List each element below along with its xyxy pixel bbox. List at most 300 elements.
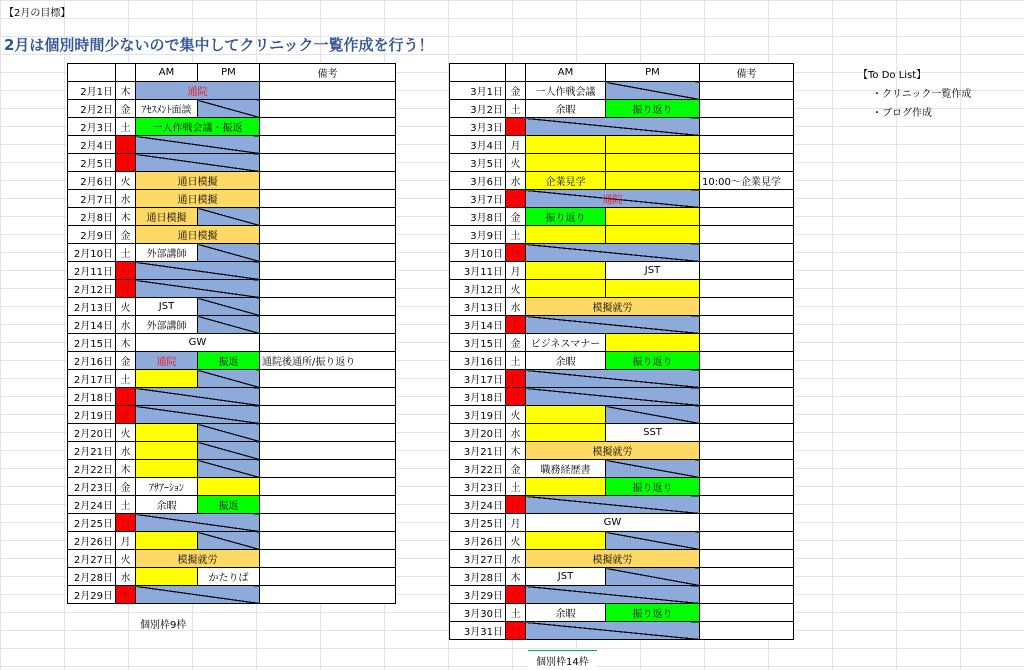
schedule-row [68,154,396,172]
header-row [450,64,794,82]
weekday-cell: 金 [116,226,136,244]
weekday-cell: 水 [506,550,526,568]
notes-cell [260,514,396,532]
notes-cell [260,154,396,172]
notes-cell [700,514,794,532]
am-pm-cell [136,388,260,406]
date-cell: 3月9日 [450,226,506,244]
schedule-row [68,100,396,118]
am-pm-cell: 通院 [526,190,700,208]
notes-cell [700,226,794,244]
pm-cell [606,460,700,478]
notes-cell [260,280,396,298]
notes-cell [260,496,396,514]
schedule-row [450,442,794,460]
pm-cell: JST [606,262,700,280]
weekday-cell: 金 [506,208,526,226]
weekday-cell: 金 [506,334,526,352]
march-schedule-table [449,63,794,640]
weekday-cell: 水 [116,442,136,460]
notes-cell: 10:00～企業見学 [700,172,794,190]
schedule-row [68,406,396,424]
schedule-row [68,532,396,550]
am-cell: 余暇 [136,496,198,514]
pm-cell [606,82,700,100]
schedule-row [68,334,396,352]
am-cell: 企業見学 [526,172,606,190]
schedule-row [450,586,794,604]
schedule-row [450,514,794,532]
date-cell: 3月16日 [450,352,506,370]
schedule-row [450,244,794,262]
weekday-cell: 火 [506,280,526,298]
todo-item: ・ブログ作成 [872,108,932,119]
schedule-row [68,424,396,442]
date-cell: 3月24日 [450,496,506,514]
date-cell: 2月24日 [68,496,116,514]
date-cell: 2月12日 [68,280,116,298]
am-cell [526,478,606,496]
am-pm-cell: 通日模擬 [136,226,260,244]
notes-cell [700,532,794,550]
todo-list [858,66,971,123]
weekday-cell: 月 [506,262,526,280]
notes-cell [260,532,396,550]
am-pm-cell [136,136,260,154]
schedule-row [68,352,396,370]
notes-cell [700,298,794,316]
am-cell [136,532,198,550]
weekday-cell: 月 [506,514,526,532]
schedule-row [68,208,396,226]
notes-cell [260,424,396,442]
schedule-row [450,190,794,208]
weekday-cell: 木 [506,316,526,334]
am-pm-cell: 通日模擬 [136,190,260,208]
am-cell: 通院 [136,352,198,370]
pm-cell [198,100,260,118]
schedule-row [68,118,396,136]
date-cell: 2月7日 [68,190,116,208]
notes-cell [260,136,396,154]
notes-cell [260,406,396,424]
weekday-cell: 火 [506,154,526,172]
date-cell: 3月26日 [450,532,506,550]
date-cell: 2月8日 [68,208,116,226]
pm-cell [606,568,700,586]
schedule-row [450,226,794,244]
am-cell [136,370,198,388]
notes-cell [700,460,794,478]
date-cell: 3月8日 [450,208,506,226]
pm-cell [198,478,260,496]
weekday-cell: 土 [116,496,136,514]
schedule-row [68,280,396,298]
dow-header [506,64,526,82]
notes-cell [700,334,794,352]
am-pm-cell [526,316,700,334]
mar-footer: 個別枠14枠 [528,650,597,670]
date-cell: 3月12日 [450,280,506,298]
schedule-row [68,370,396,388]
am-pm-cell: 模擬就労 [136,550,260,568]
top-note: 【2月の目標】 [4,8,71,19]
weekday-cell: 土 [506,478,526,496]
date-cell: 2月17日 [68,370,116,388]
date-cell: 2月27日 [68,550,116,568]
am-pm-cell [526,244,700,262]
am-cell: 余暇 [526,604,606,622]
am-pm-cell: 通院 [136,82,260,100]
schedule-row [450,568,794,586]
weekday-cell: 火 [506,406,526,424]
weekday-cell: 木 [116,82,136,100]
date-cell: 2月23日 [68,478,116,496]
weekday-cell: 火 [116,172,136,190]
am-cell [526,136,606,154]
notes-cell [700,100,794,118]
weekday-cell: 土 [506,226,526,244]
am-pm-cell [526,118,700,136]
notes-cell [700,388,794,406]
pm-cell: 振り返り [606,352,700,370]
am-pm-cell [526,622,700,640]
pm-cell [198,298,260,316]
pm-cell [198,244,260,262]
weekday-cell: 月 [116,532,136,550]
feb-footer: 個別枠9枠 [140,620,187,631]
am-cell [136,460,198,478]
date-cell: 2月6日 [68,172,116,190]
schedule-row [68,190,396,208]
weekday-cell: 日 [506,496,526,514]
weekday-cell: 土 [116,244,136,262]
pm-cell: SST [606,424,700,442]
notes-cell [700,352,794,370]
date-cell: 2月11日 [68,262,116,280]
date-cell: 3月15日 [450,334,506,352]
schedule-row [68,136,396,154]
pm-cell [606,172,700,190]
am-pm-cell: 通日模擬 [136,172,260,190]
weekday-cell: 金 [116,478,136,496]
schedule-row [68,496,396,514]
notes-cell: 通院後通所/振り返り [260,352,396,370]
am-pm-cell [526,370,700,388]
date-cell: 3月21日 [450,442,506,460]
date-cell: 2月2日 [68,100,116,118]
date-cell: 3月3日 [450,118,506,136]
schedule-row [68,82,396,100]
date-cell: 2月29日 [68,586,116,604]
date-cell: 2月14日 [68,316,116,334]
schedule-row [450,172,794,190]
date-cell: 3月10日 [450,244,506,262]
notes-cell [700,280,794,298]
weekday-cell: 日 [506,244,526,262]
am-cell [136,442,198,460]
weekday-cell: 木 [116,586,136,604]
date-cell: 2月16日 [68,352,116,370]
am-cell: 余暇 [526,352,606,370]
todo-item: ・クリニック一覧作成 [872,89,972,100]
am-pm-cell [136,514,260,532]
weekday-cell: 金 [116,100,136,118]
notes-cell [700,604,794,622]
date-cell: 3月1日 [450,82,506,100]
notes-cell [260,586,396,604]
notes-cell [260,334,396,352]
weekday-cell: 土 [506,352,526,370]
schedule-row [68,226,396,244]
notes-cell [700,190,794,208]
date-cell: 2月3日 [68,118,116,136]
weekday-cell: 火 [506,532,526,550]
schedule-row [450,100,794,118]
am-cell: 職務経歴書 [526,460,606,478]
date-header [450,64,506,82]
am-cell: ｱｻｱｰｼｮﾝ [136,478,198,496]
weekday-cell: 土 [116,118,136,136]
date-cell: 2月19日 [68,406,116,424]
notes-cell [260,442,396,460]
notes-cell [260,82,396,100]
date-cell: 2月20日 [68,424,116,442]
weekday-cell: 火 [116,424,136,442]
schedule-row [450,82,794,100]
am-cell [136,568,198,586]
weekday-cell: 火 [116,298,136,316]
notes-cell [260,370,396,388]
date-cell: 3月31日 [450,622,506,640]
am-pm-cell: 一人作戦会議・振返 [136,118,260,136]
schedule-row [68,262,396,280]
am-cell [526,424,606,442]
notes-cell [260,118,396,136]
am-cell [526,532,606,550]
am-pm-cell: GW [136,334,260,352]
date-cell: 3月23日 [450,478,506,496]
weekday-cell: 木 [116,460,136,478]
am-cell [526,280,606,298]
schedule-row [68,316,396,334]
notes-cell [260,388,396,406]
am-cell: 一人作戦会議 [526,82,606,100]
schedule-row [450,352,794,370]
date-cell: 2月18日 [68,388,116,406]
notes-cell [700,82,794,100]
am-cell [136,424,198,442]
am-cell [526,406,606,424]
date-cell: 2月15日 [68,334,116,352]
notes-cell [700,370,794,388]
date-cell: 2月21日 [68,442,116,460]
date-header [68,64,116,82]
am-pm-cell: GW [526,514,700,532]
weekday-cell: 月 [116,406,136,424]
notes-cell [700,118,794,136]
notes-cell [700,478,794,496]
weekday-cell: 日 [506,622,526,640]
schedule-row [450,604,794,622]
date-cell: 2月9日 [68,226,116,244]
notes-cell [700,622,794,640]
date-cell: 3月6日 [450,172,506,190]
pm-cell [606,406,700,424]
weekday-cell: 金 [116,352,136,370]
notes-cell [700,586,794,604]
am-pm-cell [526,388,700,406]
am-pm-cell [526,586,700,604]
schedule-row [68,388,396,406]
notes-cell [700,154,794,172]
notes-cell [700,244,794,262]
weekday-cell: 金 [506,586,526,604]
am-pm-cell [136,262,260,280]
pm-header: PM [198,64,260,82]
am-pm-cell [136,280,260,298]
am-cell: 振り返り [526,208,606,226]
weekday-cell: 水 [116,190,136,208]
notes-cell [260,460,396,478]
date-cell: 3月5日 [450,154,506,172]
weekday-cell: 日 [116,136,136,154]
pm-cell: 振り返り [606,604,700,622]
weekday-cell: 金 [506,82,526,100]
weekday-cell: 木 [116,334,136,352]
weekday-cell: 木 [506,568,526,586]
pm-cell: 振り返り [606,478,700,496]
schedule-row [68,550,396,568]
notes-cell [700,406,794,424]
am-pm-cell [136,154,260,172]
weekday-cell: 水 [506,298,526,316]
pm-cell: かたりば [198,568,260,586]
schedule-row [68,514,396,532]
schedule-row [68,172,396,190]
date-cell: 3月17日 [450,370,506,388]
schedule-row [450,406,794,424]
schedule-row [450,370,794,388]
pm-cell [198,532,260,550]
notes-cell [700,136,794,154]
am-cell [526,226,606,244]
am-cell: ｱｾｽﾒﾝﾄ面談 [136,100,198,118]
notes-cell [700,442,794,460]
pm-cell [198,316,260,334]
weekday-cell: 月 [116,154,136,172]
weekday-cell: 火 [116,550,136,568]
date-cell: 3月11日 [450,262,506,280]
pm-cell [606,226,700,244]
date-cell: 2月10日 [68,244,116,262]
am-cell: ビジネスマナー [526,334,606,352]
notes-cell [260,298,396,316]
pm-cell [606,280,700,298]
date-cell: 3月18日 [450,388,506,406]
pm-cell [606,154,700,172]
date-cell: 3月22日 [450,460,506,478]
schedule-row [450,298,794,316]
weekday-cell: 日 [116,262,136,280]
pm-cell: 振返 [198,496,260,514]
am-pm-cell: 模擬就労 [526,298,700,316]
notes-header: 備考 [260,64,396,82]
am-pm-cell [136,586,260,604]
am-header: AM [136,64,198,82]
pm-cell [198,424,260,442]
pm-cell [198,460,260,478]
date-cell: 2月1日 [68,82,116,100]
weekday-cell: 木 [506,190,526,208]
pm-cell [606,334,700,352]
notes-cell [260,478,396,496]
schedule-row [450,208,794,226]
schedule-row [450,316,794,334]
notes-cell [260,100,396,118]
date-cell: 3月20日 [450,424,506,442]
schedule-row [68,442,396,460]
weekday-cell: 土 [506,604,526,622]
pm-cell: 振返 [198,352,260,370]
date-cell: 3月28日 [450,568,506,586]
weekday-cell: 水 [506,424,526,442]
notes-cell [700,496,794,514]
date-cell: 2月22日 [68,460,116,478]
notes-cell [260,208,396,226]
schedule-row [450,262,794,280]
weekday-cell: 水 [506,172,526,190]
todo-title: 【To Do List】 [858,70,927,81]
date-cell: 3月13日 [450,298,506,316]
pm-cell [198,370,260,388]
weekday-cell: 木 [506,442,526,460]
date-cell: 2月13日 [68,298,116,316]
date-cell: 2月5日 [68,154,116,172]
notes-cell [260,262,396,280]
weekday-cell: 土 [116,370,136,388]
am-cell: 通日模擬 [136,208,198,226]
date-cell: 3月27日 [450,550,506,568]
am-cell: 外部講師 [136,316,198,334]
dow-header [116,64,136,82]
notes-header: 備考 [700,64,794,82]
weekday-cell: 日 [506,370,526,388]
schedule-row [450,622,794,640]
date-cell: 3月29日 [450,586,506,604]
weekday-cell: 月 [506,136,526,154]
schedule-row [450,496,794,514]
notes-cell [260,226,396,244]
schedule-row [68,298,396,316]
date-cell: 3月30日 [450,604,506,622]
schedule-row [450,334,794,352]
am-cell: 余暇 [526,100,606,118]
schedule-row [450,136,794,154]
header-row [68,64,396,82]
notes-cell [700,424,794,442]
weekday-cell: 水 [116,568,136,586]
weekday-cell: 月 [116,280,136,298]
weekday-cell: 水 [116,316,136,334]
date-cell: 3月4日 [450,136,506,154]
schedule-row [450,460,794,478]
am-cell: JST [136,298,198,316]
date-cell: 3月2日 [450,100,506,118]
weekday-cell: 日 [116,514,136,532]
february-schedule-table [67,63,396,604]
schedule-row [68,478,396,496]
